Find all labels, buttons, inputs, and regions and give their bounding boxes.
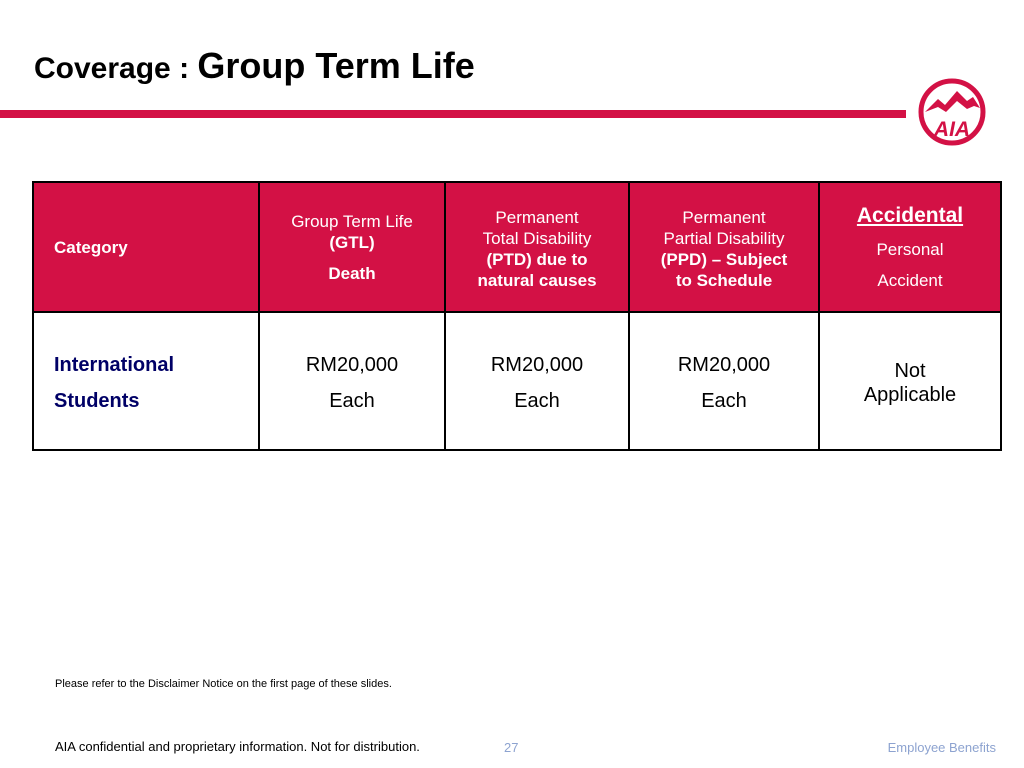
aia-logo-icon [916,76,988,148]
header-accidental-line2: Personal [876,240,944,259]
header-ptd [445,182,629,312]
category-line1: International [54,354,175,376]
header-ppd-line1: Permanent [682,208,766,227]
header-accidental [819,182,1001,312]
header-accidental-line3: Accident [877,271,943,290]
title-main: Group Term Life [197,45,475,86]
table-header-row [33,182,1001,312]
ppd-amount: RM20,000 [677,354,771,376]
accidental-line2: Applicable [863,384,957,406]
cell-category [33,312,259,450]
gtl-amount: RM20,000 [305,354,399,376]
ppd-basis: Each [701,390,747,412]
disclaimer-note: Please refer to the Disclaimer Notice on the first page of these slides. [55,678,392,690]
page-title [34,44,475,87]
header-ptd-line1: Permanent [495,208,579,227]
footer-page-number: 27 [504,740,519,755]
cell-gtl [259,312,445,450]
footer-section: Employee Benefits [887,740,996,755]
header-accidental-line1: Accidental [856,204,964,227]
header-gtl-line3: Death [328,264,376,283]
category-line2: Students [54,390,140,412]
cell-accidental [819,312,1001,450]
footer-confidential: AIA confidential and proprietary information. Not for distribution. [55,739,420,754]
logo-text: AIA [933,118,971,141]
cell-ptd [445,312,629,450]
header-ptd-line4: natural causes [477,271,597,290]
header-ppd-line3: (PPD) – Subject [660,250,788,269]
ptd-basis: Each [514,390,560,412]
title-prefix: Coverage : [34,52,198,85]
header-rule [0,110,906,118]
table-row [33,312,1001,450]
header-gtl [259,182,445,312]
header-ppd [629,182,819,312]
gtl-basis: Each [329,390,375,412]
header-gtl-line2: (GTL) [329,233,375,252]
header-ppd-line4: to Schedule [675,271,773,290]
header-ppd-line2: Partial Disability [663,229,785,248]
accidental-line1: Not [894,360,926,382]
header-category: Category [33,182,259,312]
header-ptd-line3: (PTD) due to [486,250,588,269]
header-ptd-line2: Total Disability [482,229,592,248]
header-gtl-line1: Group Term Life [291,212,413,231]
cell-ppd [629,312,819,450]
coverage-table [32,181,1002,451]
ptd-amount: RM20,000 [490,354,584,376]
